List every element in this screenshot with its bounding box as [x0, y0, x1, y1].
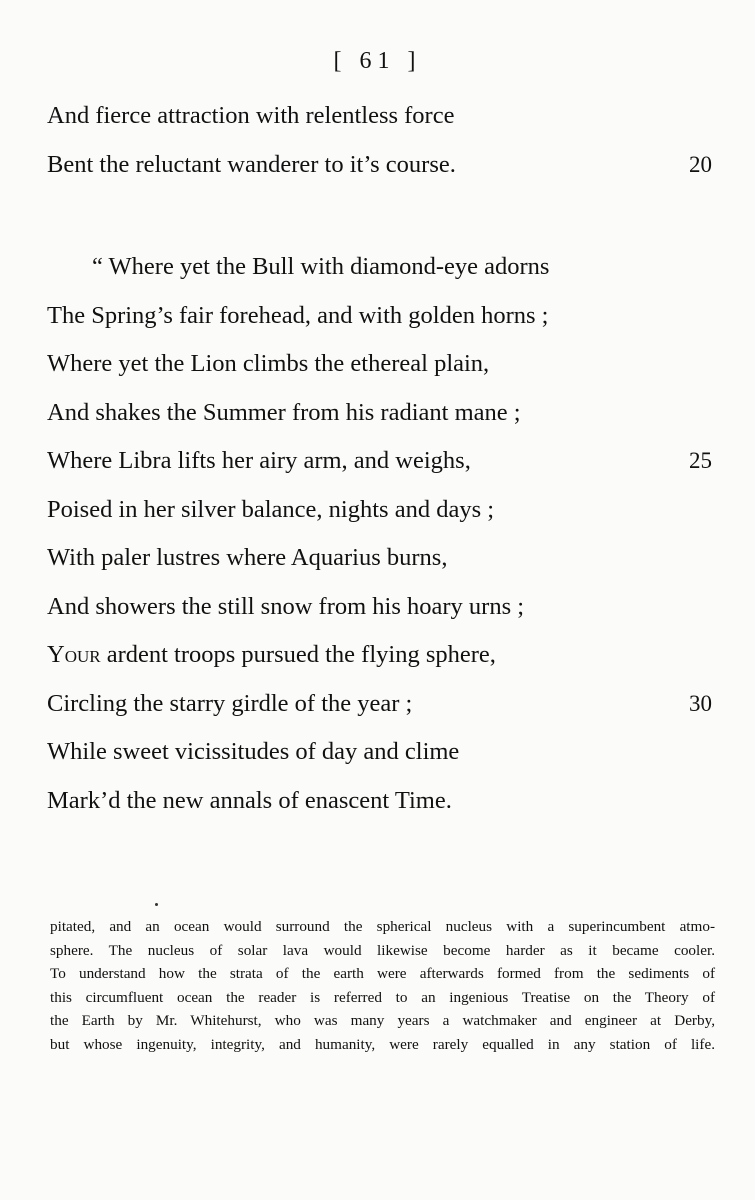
footnote [50, 915, 715, 1056]
verse-line [47, 243, 712, 292]
verse-text: With paler lustres where Aquarius burns, [47, 544, 448, 571]
line-number: 30 [689, 690, 712, 716]
verse-text: Mark’d the new annals of enascent Time. [47, 786, 452, 814]
verse-line [47, 583, 712, 632]
verse-text: Bent the reluctant wanderer to it’s course. [47, 150, 456, 178]
verse-line [47, 486, 712, 535]
footnote-line: sphere. The nucleus of solar lava would likewise become harder as it became cooler. [50, 941, 715, 959]
small-caps-lead: Your [47, 641, 101, 668]
verse-line [47, 728, 712, 777]
verse-text [47, 631, 496, 680]
verse-line [47, 340, 712, 389]
verse-line [47, 534, 712, 583]
verse-text: And fierce attraction with relentless force [47, 102, 455, 129]
verse-text: Where yet the Lion climbs the ethereal plain, [47, 350, 490, 377]
verse-block-main [47, 243, 712, 825]
line-number: 20 [689, 151, 712, 177]
verse-text: The Spring’s fair forehead, and with golden horns ; [47, 301, 549, 329]
verse-text: Circling the starry girdle of the year ; [47, 689, 413, 717]
verse-line [47, 631, 712, 680]
verse-text: “ Where yet the Bull with diamond-eye adorns [92, 253, 550, 280]
line-number: 25 [689, 448, 712, 473]
footnote-line: the Earth by Mr. Whitehurst, who was many years a watchmaker and engineer at Derby, [50, 1012, 715, 1029]
verse-text: Poised in her silver balance, nights and days ; [47, 495, 495, 523]
verse-line [47, 141, 712, 190]
verse-block-top [47, 92, 712, 189]
page-number: [ 61 ] [333, 48, 422, 74]
verse-text: And showers the still snow from his hoary urns ; [47, 592, 525, 620]
footnote-line: but whose ingenuity, integrity, and humanity, were rarely equalled in any station of life. [50, 1035, 715, 1053]
verse-line [47, 389, 712, 438]
footnote-line: this circumfluent ocean the reader is referred to an ingenious Treatise on the Theory of [50, 988, 715, 1006]
verse-line [47, 92, 712, 141]
verse-text: While sweet vicissitudes of day and clime [47, 738, 460, 765]
verse-line [47, 292, 712, 341]
verse-text-rest: ardent troops pursued the flying sphere, [100, 641, 496, 668]
footnote-line: pitated, and an ocean would surround the spherical nucleus with a superincumbent atmo- [50, 918, 715, 935]
verse-line [47, 680, 712, 729]
verse-text: Where Libra lifts her airy arm, and weighs, [47, 447, 471, 474]
printer-mark-dot [155, 903, 158, 906]
verse-text: And shakes the Summer from his radiant mane ; [47, 398, 521, 426]
footnote-line: To understand how the strata of the earth were afterwards formed from the sediments of [50, 965, 715, 982]
verse-line [47, 777, 712, 826]
verse-line [47, 437, 712, 486]
